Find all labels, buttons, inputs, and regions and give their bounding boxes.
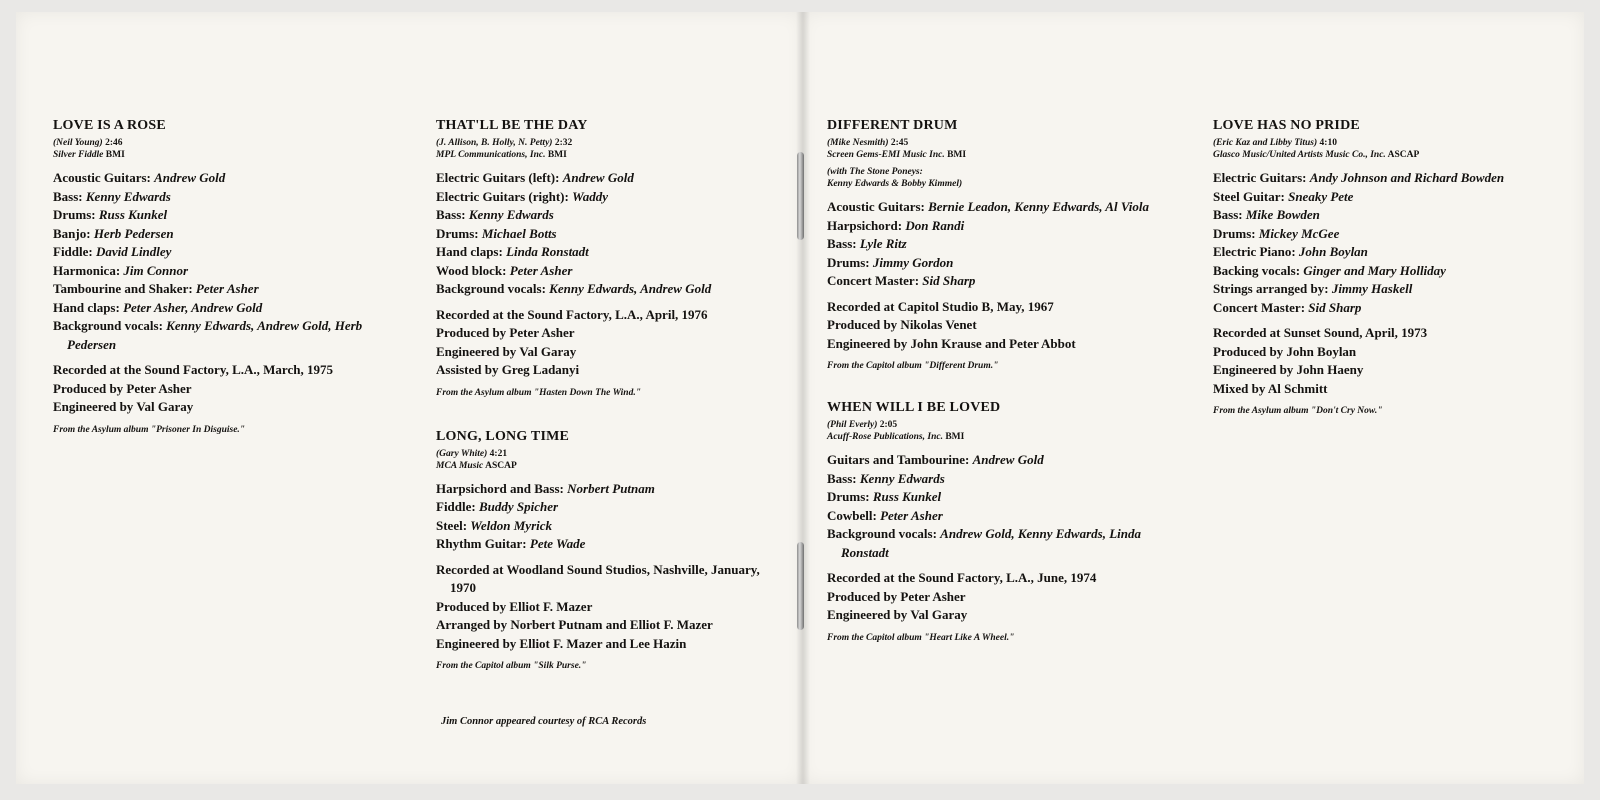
production-line: Engineered by Val Garay: [827, 607, 968, 622]
personnel-name: Peter Asher: [880, 507, 943, 523]
publisher: MPL Communications, Inc.: [436, 150, 546, 160]
column-1: [53, 118, 398, 464]
personnel-name: Linda Ronstadt: [506, 244, 589, 259]
track-love-has-no-pride: [1213, 118, 1558, 417]
personnel-line: [1213, 188, 1558, 207]
personnel-role: Drums:: [1213, 225, 1259, 241]
personnel-line: [827, 217, 1172, 236]
publisher: Screen Gems-EMI Music Inc.: [827, 150, 945, 160]
personnel-line: [827, 254, 1172, 273]
track-time: 2:05: [877, 420, 898, 430]
personnel-line: [436, 535, 781, 554]
group-note: [827, 166, 1172, 190]
personnel-line: [1213, 280, 1558, 299]
personnel-line: [1213, 206, 1558, 225]
personnel-role: Drums:: [827, 254, 873, 270]
personnel-role: Backing vocals:: [1213, 262, 1304, 278]
personnel-line: [53, 169, 398, 188]
personnel-name: Weldon Myrick: [470, 517, 553, 533]
writer-credit: [1213, 137, 1558, 149]
personnel-line: [1213, 169, 1558, 188]
writer-credit: [53, 137, 398, 149]
personnel-name: Andrew Gold, Kenny Edwards, Linda Ronstadt: [841, 526, 1141, 560]
personnel-line: [436, 480, 781, 499]
personnel-name: Jimmy Haskell: [1331, 281, 1413, 296]
personnel-name: Kenny Edwards: [859, 470, 945, 486]
personnel-name: Peter Asher: [509, 262, 573, 278]
publisher-credit: [827, 149, 1172, 161]
track-time: 2:46: [102, 138, 123, 148]
personnel-name: Herb Pedersen: [93, 225, 174, 241]
personnel-name: Kenny Edwards, Andrew Gold: [549, 281, 712, 296]
personnel-name: Andy Johnson and Richard Bowden: [1309, 170, 1505, 185]
track-time: 2:32: [552, 138, 573, 148]
personnel-name: Russ Kunkel: [98, 207, 168, 222]
personnel-role: Wood block:: [436, 262, 510, 278]
track-love-is-a-rose: [53, 118, 398, 436]
track-title: LOVE IS A ROSE: [53, 118, 166, 133]
production-line: Produced by Peter Asher: [827, 588, 966, 604]
personnel-role: Background vocals:: [827, 526, 941, 541]
production-line: Produced by Peter Asher: [436, 325, 575, 340]
staple-top: [797, 152, 804, 240]
personnel-line: [827, 235, 1172, 254]
personnel-line: [53, 188, 398, 207]
track-title: THAT'LL BE THE DAY: [436, 118, 588, 133]
personnel-role: Harpsichord and Bass:: [436, 480, 568, 496]
writer-credit: [436, 137, 781, 149]
production-line: Produced by Elliot F. Mazer: [436, 598, 593, 614]
production-line: Engineered by John Krause and Peter Abbot: [827, 335, 1076, 351]
production-line: Recorded at Sunset Sound, April, 1973: [1213, 325, 1428, 340]
personnel-line: [53, 262, 398, 281]
publisher-credit: [827, 431, 1172, 443]
personnel-line: [436, 262, 781, 281]
production-credits: [53, 361, 398, 417]
production-credits: [827, 298, 1172, 354]
column-2: [436, 118, 781, 700]
publisher-credit: [436, 149, 781, 161]
publisher: Silver Fiddle: [53, 150, 104, 160]
personnel-role: Banjo:: [53, 225, 94, 241]
track-when-will-i-be-loved: [827, 400, 1172, 644]
group-note-line: (with The Stone Poneys:: [827, 167, 923, 177]
personnel-role: Steel Guitar:: [1213, 188, 1289, 204]
staple-bottom: [797, 542, 804, 630]
production-line: Produced by John Boylan: [1213, 343, 1357, 359]
personnel-role: Steel:: [436, 517, 471, 533]
performing-rights-society: BMI: [545, 150, 567, 160]
production-line: Recorded at the Sound Factory, L.A., March, 1975: [53, 362, 333, 377]
personnel-role: Hand claps:: [436, 244, 507, 259]
personnel-name: John Boylan: [1298, 244, 1368, 259]
production-credits: [436, 561, 781, 654]
personnel-role: Cowbell:: [827, 507, 881, 523]
writers: (J. Allison, B. Holly, N. Petty): [436, 138, 553, 148]
personnel-role: Electric Guitars (right):: [436, 188, 573, 204]
production-line: Engineered by Val Garay: [436, 343, 577, 359]
album-source: From the Asylum album "Don't Cry Now.": [1213, 406, 1383, 416]
production-line: Recorded at Woodland Sound Studios, Nashville, January, 1970: [436, 561, 760, 595]
production-line: Recorded at the Sound Factory, L.A., April, 1976: [436, 306, 708, 322]
publisher: MCA Music: [436, 460, 484, 471]
personnel-name: Kenny Edwards, Andrew Gold, Herb Pedersen: [67, 318, 363, 352]
album-source: From the Asylum album "Prisoner In Disguise.": [53, 424, 246, 435]
personnel-role: Rhythm Guitar:: [436, 536, 530, 551]
personnel-list: [436, 169, 781, 299]
performing-rights-society: ASCAP: [483, 460, 517, 471]
performing-rights-society: ASCAP: [1385, 150, 1420, 160]
track-time: 4:10: [1317, 138, 1337, 148]
column-4: [1213, 118, 1558, 445]
personnel-name: Mike Bowden: [1245, 207, 1320, 222]
personnel-name: Russ Kunkel: [872, 489, 942, 504]
personnel-line: [1213, 243, 1558, 262]
performing-rights-society: BMI: [103, 150, 125, 160]
writers: (Phil Everly): [827, 420, 878, 430]
publisher-credit: [436, 460, 781, 472]
production-line: Engineered by Val Garay: [53, 399, 194, 414]
track-time: 4:21: [487, 448, 508, 459]
track-thatll-be-the-day: [436, 118, 781, 399]
production-line: Recorded at Capitol Studio B, May, 1967: [827, 298, 1054, 314]
personnel-name: Andrew Gold: [972, 452, 1044, 467]
personnel-line: [827, 507, 1172, 526]
personnel-line: [1213, 299, 1558, 318]
personnel-role: Electric Piano:: [1213, 244, 1299, 259]
production-line: Engineered by Elliot F. Mazer and Lee Hazin: [436, 635, 687, 651]
personnel-role: Hand claps:: [53, 299, 124, 315]
personnel-role: Guitars and Tambourine:: [827, 452, 973, 467]
personnel-line: [53, 225, 398, 244]
personnel-line: [436, 498, 781, 517]
personnel-name: Jimmy Gordon: [872, 254, 954, 270]
personnel-role: Drums:: [53, 207, 99, 222]
personnel-role: Bass:: [827, 236, 860, 251]
personnel-line: [827, 451, 1172, 470]
footnote-courtesy: Jim Connor appeared courtesy of RCA Records: [441, 716, 647, 727]
personnel-line: [436, 169, 781, 188]
personnel-role: Bass:: [53, 188, 86, 204]
track-title: DIFFERENT DRUM: [827, 118, 958, 133]
personnel-name: Peter Asher, Andrew Gold: [123, 299, 263, 315]
personnel-name: Sid Sharp: [1308, 299, 1362, 315]
personnel-name: Jim Connor: [123, 262, 189, 278]
personnel-line: [53, 299, 398, 318]
personnel-line: [53, 243, 398, 262]
production-line: Arranged by Norbert Putnam and Elliot F. Mazer: [436, 617, 713, 632]
personnel-role: Drums:: [436, 225, 482, 241]
personnel-role: Electric Guitars:: [1213, 170, 1310, 185]
publisher: Acuff-Rose Publications, Inc.: [827, 432, 943, 442]
personnel-name: Michael Botts: [481, 225, 557, 241]
writers: (Eric Kaz and Libby Titus): [1213, 138, 1318, 148]
production-credits: [436, 306, 781, 380]
track-long-long-time: [436, 429, 781, 673]
personnel-line: [436, 243, 781, 262]
personnel-line: [827, 272, 1172, 291]
personnel-name: Peter Asher: [195, 281, 259, 296]
personnel-role: Drums:: [827, 489, 873, 504]
personnel-role: Bass:: [436, 207, 469, 222]
personnel-line: [827, 470, 1172, 489]
production-line: Assisted by Greg Ladanyi: [436, 362, 580, 377]
personnel-name: Sid Sharp: [922, 273, 976, 288]
personnel-name: Kenny Edwards: [468, 207, 554, 222]
production-line: Engineered by John Haeny: [1213, 362, 1364, 377]
writer-credit: [827, 137, 1172, 149]
publisher-credit: [53, 149, 398, 161]
personnel-line: [436, 517, 781, 536]
personnel-role: Acoustic Guitars:: [53, 170, 155, 185]
personnel-line: [436, 188, 781, 207]
spine-gutter: [796, 12, 810, 784]
personnel-name: David Lindley: [95, 244, 172, 259]
production-line: Recorded at the Sound Factory, L.A., June, 1974: [827, 570, 1097, 585]
personnel-line: [827, 525, 1172, 562]
personnel-name: Sneaky Pete: [1288, 188, 1354, 204]
personnel-line: [53, 317, 398, 354]
publisher: Glasco Music/United Artists Music Co., Inc.: [1213, 150, 1386, 160]
personnel-name: Lyle Ritz: [859, 236, 907, 251]
personnel-role: Bass:: [827, 470, 860, 486]
personnel-role: Background vocals:: [53, 318, 167, 333]
personnel-name: Buddy Spicher: [478, 499, 559, 514]
personnel-list: [827, 198, 1172, 291]
personnel-name: Andrew Gold: [154, 170, 226, 185]
writers: (Gary White): [436, 448, 488, 459]
writers: (Neil Young): [53, 138, 103, 148]
personnel-name: Don Randi: [905, 217, 965, 233]
production-credits: [827, 569, 1172, 625]
production-line: Produced by Nikolas Venet: [827, 317, 977, 332]
track-title: WHEN WILL I BE LOVED: [827, 400, 1001, 415]
performing-rights-society: BMI: [942, 432, 965, 442]
personnel-list: [53, 169, 398, 354]
personnel-line: [53, 206, 398, 225]
personnel-role: Tambourine and Shaker:: [53, 281, 196, 296]
performing-rights-society: BMI: [944, 150, 967, 160]
personnel-role: Harmonica:: [53, 262, 124, 278]
personnel-role: Harpsichord:: [827, 217, 906, 233]
personnel-role: Fiddle:: [53, 244, 96, 259]
album-source: From the Capitol album "Silk Purse.": [436, 661, 587, 671]
personnel-role: Bass:: [1213, 207, 1246, 222]
personnel-name: Bernie Leadon, Kenny Edwards, Al Viola: [928, 199, 1150, 214]
personnel-name: Pete Wade: [529, 536, 586, 551]
personnel-line: [436, 225, 781, 244]
personnel-line: [53, 280, 398, 299]
personnel-role: Background vocals:: [436, 281, 550, 296]
writer-credit: [827, 419, 1172, 431]
personnel-line: [827, 198, 1172, 217]
track-different-drum: [827, 118, 1172, 372]
album-source: From the Capitol album "Different Drum.": [827, 361, 999, 371]
personnel-role: Electric Guitars (left):: [436, 170, 563, 185]
personnel-list: [436, 480, 781, 554]
personnel-list: [827, 451, 1172, 562]
writers: (Mike Nesmith): [827, 138, 889, 148]
personnel-name: Norbert Putnam: [567, 480, 655, 496]
track-time: 2:45: [888, 138, 909, 148]
personnel-role: Concert Master:: [1213, 299, 1309, 315]
production-line: Produced by Peter Asher: [53, 380, 192, 396]
writer-credit: [436, 448, 781, 460]
personnel-role: Acoustic Guitars:: [827, 199, 929, 214]
personnel-name: Andrew Gold: [562, 170, 634, 185]
album-source: From the Asylum album "Hasten Down The Wind.": [436, 387, 641, 398]
personnel-line: [436, 206, 781, 225]
personnel-line: [1213, 262, 1558, 281]
album-source: From the Capitol album "Heart Like A Wheel.": [827, 632, 1015, 643]
personnel-role: Concert Master:: [827, 273, 923, 288]
personnel-role: Fiddle:: [436, 499, 479, 514]
publisher-credit: [1213, 149, 1558, 161]
track-title: LOVE HAS NO PRIDE: [1213, 118, 1360, 133]
production-credits: [1213, 324, 1558, 398]
personnel-list: [1213, 169, 1558, 317]
personnel-line: [827, 488, 1172, 507]
personnel-name: Waddy: [572, 188, 608, 204]
personnel-name: Kenny Edwards: [85, 188, 171, 204]
track-title: LONG, LONG TIME: [436, 428, 570, 444]
personnel-line: [436, 280, 781, 299]
personnel-name: Mickey McGee: [1258, 225, 1340, 241]
column-3: [827, 118, 1172, 672]
group-note-line: Kenny Edwards & Bobby Kimmel): [827, 179, 963, 189]
personnel-name: Ginger and Mary Holliday: [1303, 262, 1446, 278]
personnel-role: Strings arranged by:: [1213, 281, 1332, 296]
personnel-line: [1213, 225, 1558, 244]
production-line: Mixed by Al Schmitt: [1213, 380, 1328, 396]
